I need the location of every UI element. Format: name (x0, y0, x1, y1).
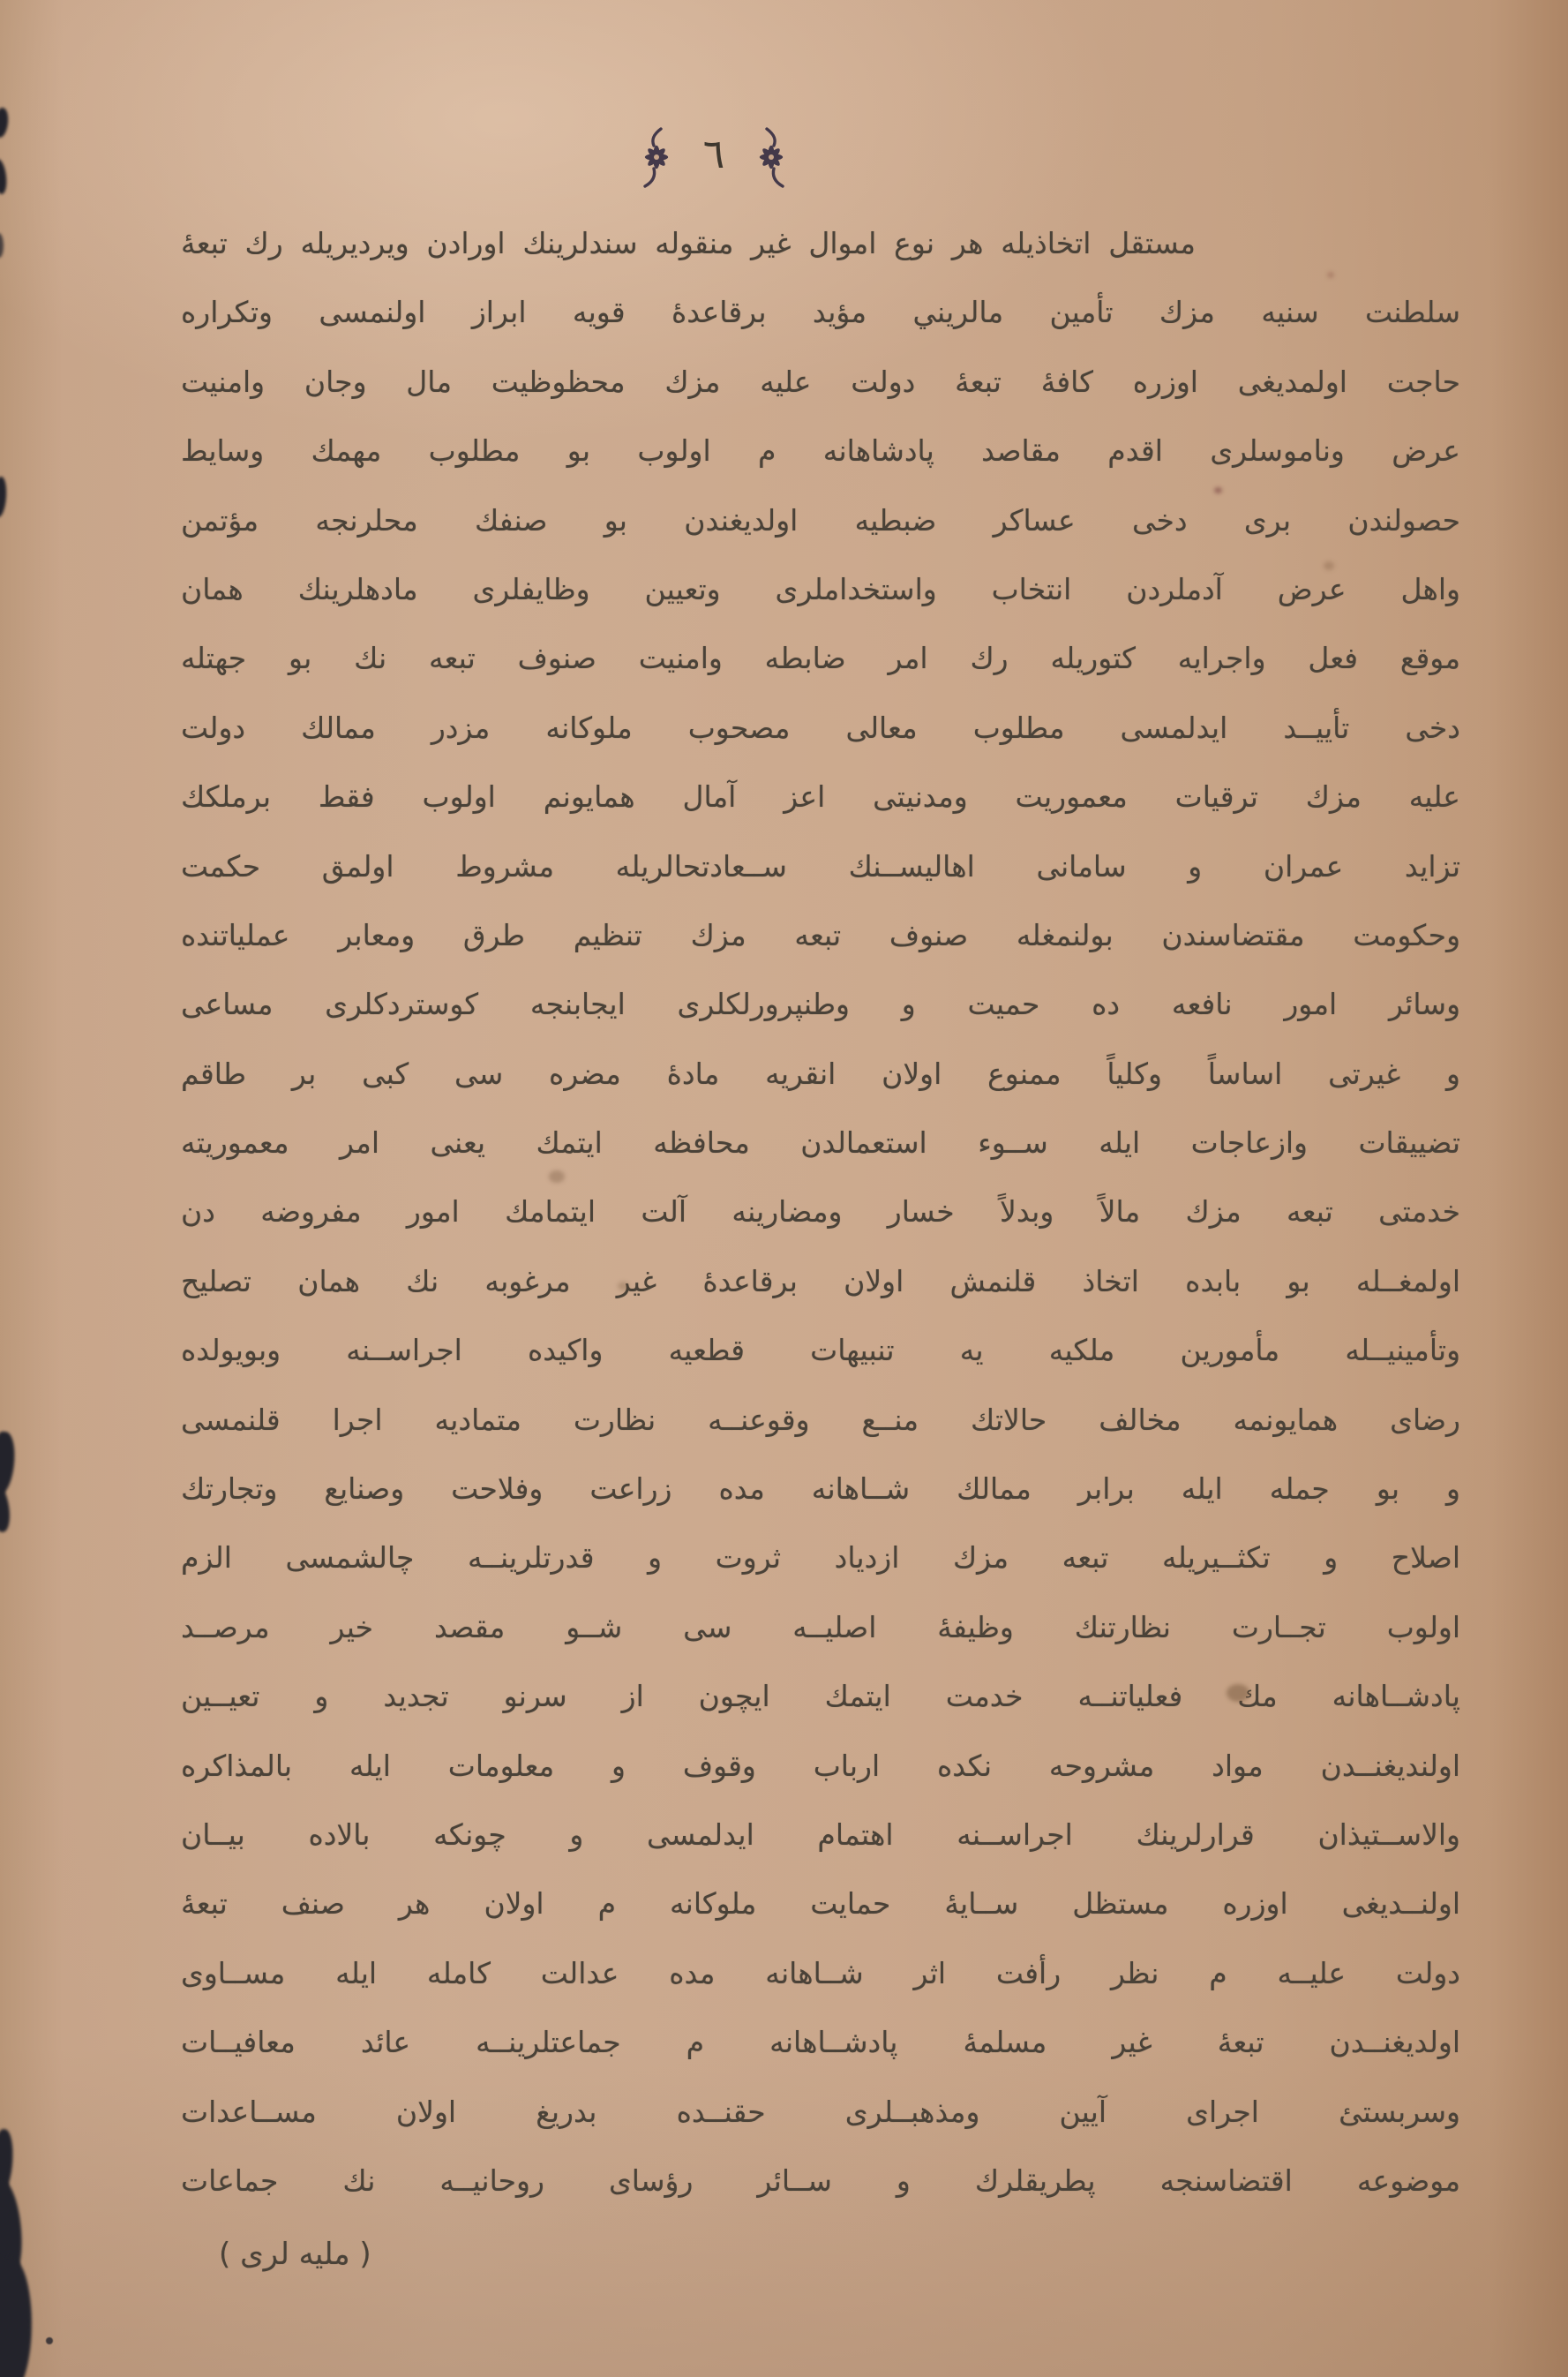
text-line: تضييقات وازعاجات ايله ســوء استعمالدن محافظه ايتمك يعنى امر معموريته (181, 1125, 1460, 1161)
foxing-spot (1324, 561, 1334, 570)
page-header (632, 122, 796, 192)
edge-stain (0, 476, 8, 517)
text-line-closing: ( مليه لرى ) (219, 2237, 371, 2272)
text-line: حاجت اولمديغى اوزره كافهٔ تبعهٔ دولت عليه مزك محظوظيت مال وجان وامنيت (181, 364, 1460, 399)
text-line: وحكومت مقتضاسندن بولنمغله صنوف تبعه مزك تنظيم طرق ومعابر عملياتنده (181, 917, 1460, 952)
text-line: وسربستئ اجراى آيين ومذهبــلرى حقنــده بدريغ اولان مســاعدات (181, 2094, 1460, 2129)
text-line: عرض وناموسلرى اقدم مقاصد پادشاهانه م اولوب بو مطلوب مهمك وسايط (181, 433, 1460, 469)
foxing-spot (1214, 487, 1222, 493)
page-number: ٦ (702, 130, 725, 177)
text-line: عليه مزك ترقيات معموريت ومدنيتى اعز آمال همايونم اولوب فقط برملكك (181, 779, 1460, 815)
text-line: تزايد عمران و سامانى اهاليســنك ســعادتحالريله مشروط اولمق حكمت (181, 848, 1460, 884)
text-line: اولديغنــدن تبعهٔ غير مسلمهٔ پادشــاهانه م جماعتلرينــه عائد معافيــات (181, 2025, 1460, 2060)
text-line: دولت عليــه م نظر رأفت اثر شــاهانه مده عدالت كامله ايله مســاوى (181, 1955, 1460, 1990)
text-line: موضوعه اقتضاسنجه پطريقلرك و ســائر رؤساى روحانيــه نك جماعات (181, 2163, 1460, 2198)
text-line: وسائر امور نافعه ده حميت و وطنپرورلكلرى ايجابنجه كوستردكلرى مساعى (181, 987, 1460, 1022)
text-line: والاســتيذان قرارلرينك اجراســنه اهتمام ايدلمسى و چونكه بالاده بيــان (181, 1817, 1460, 1852)
text-line: حصولندن برى دخى عساكر ضبطيه اولديغندن بو صنفك محلرنجه مؤتمن (181, 502, 1460, 538)
text-line: و بو جمله ايله برابر ممالك شــاهانه مده زراعت وفلاحت وصنايع وتجارتك (181, 1471, 1460, 1507)
text-line: مستقل اتخاذيله هر نوع اموال غير منقوله سندلرينك اورادن ويرديريله رك تبعهٔ (181, 226, 1196, 260)
edge-stain (0, 1431, 18, 1497)
fleuron-left-icon (632, 125, 678, 189)
text-line: پادشــاهانه مك فعلياتنــه خدمت ايتمك ايچون از سرنو تجديد و تعيــين (181, 1679, 1460, 1714)
text-line: موقع فعل واجرايه كتوريله رك امر ضابطه وامنيت صنوف تبعه نك بو جهتله (181, 641, 1460, 676)
edge-stain (0, 158, 8, 194)
foxing-spot (1327, 272, 1334, 278)
text-line: اولنديغنــدن مواد مشروحه نكده ارباب وقوف و معلومات ايله بالمذاكره (181, 1748, 1460, 1783)
fleuron-right-icon (750, 125, 796, 189)
foxing-spot (1227, 1684, 1249, 1702)
text-line: سلطنت سنيه مزك تأمين مالريني مؤيد برقاعدهٔ قويه ابراز اولنمسى وتكراره (181, 295, 1460, 330)
edge-stain (0, 233, 4, 258)
text-block (181, 209, 1460, 2215)
text-line: اصلاح و تكثــيريله تبعه مزك ازدياد ثروت و قدرتلرينــه چالشمسى الزم (181, 1540, 1460, 1576)
text-line: خدمتى تبعه مزك مالاً وبدلاً خسار ومضارينه آلت ايتمامك امور مفروضه دن (181, 1194, 1460, 1230)
text-line: اولنــديغى اوزره مستظل ســايهٔ حمايت ملوكانه م اولان هر صنف تبعهٔ (181, 1886, 1460, 1922)
foxing-spot (618, 1282, 629, 1290)
edge-stain (46, 2337, 53, 2344)
text-line: و غيرتى اساساً وكلياً ممنوع اولان انقريه مادهٔ مضره سى كبى بر طاقم (181, 1056, 1460, 1091)
text-line: رضاى همايونمه مخالف حالاتك منــع وقوعنــه نظارت متماديه اجرا قلنمسى (181, 1402, 1460, 1437)
text-line: اولمغــله بو بابده اتخاذ قلنمش اولان برقاعدهٔ غير مرغوبه نك همان تصليح (181, 1263, 1460, 1298)
edge-stain (0, 107, 10, 139)
edge-stain (0, 2255, 35, 2377)
text-line: وتأمينيــله مأمورين ملكيه يه تنبيهات قطعيه واكيده اجراســنه وبويولده (181, 1333, 1460, 1368)
foxing-spot (549, 1170, 565, 1183)
text-line: واهل عرض آدملردن انتخاب واستخداملرى وتعيين وظايفلرى مادهلرينك همان (181, 571, 1460, 606)
text-line: اولوب تجــارت نظارتنك وظيفهٔ اصليــه سى شــو مقصد خير مرصــد (181, 1609, 1460, 1644)
text-line: دخى تأييــد ايدلمسى مطلوب معالى مصحوب ملوكانه مزدر ممالك دولت (181, 710, 1460, 745)
